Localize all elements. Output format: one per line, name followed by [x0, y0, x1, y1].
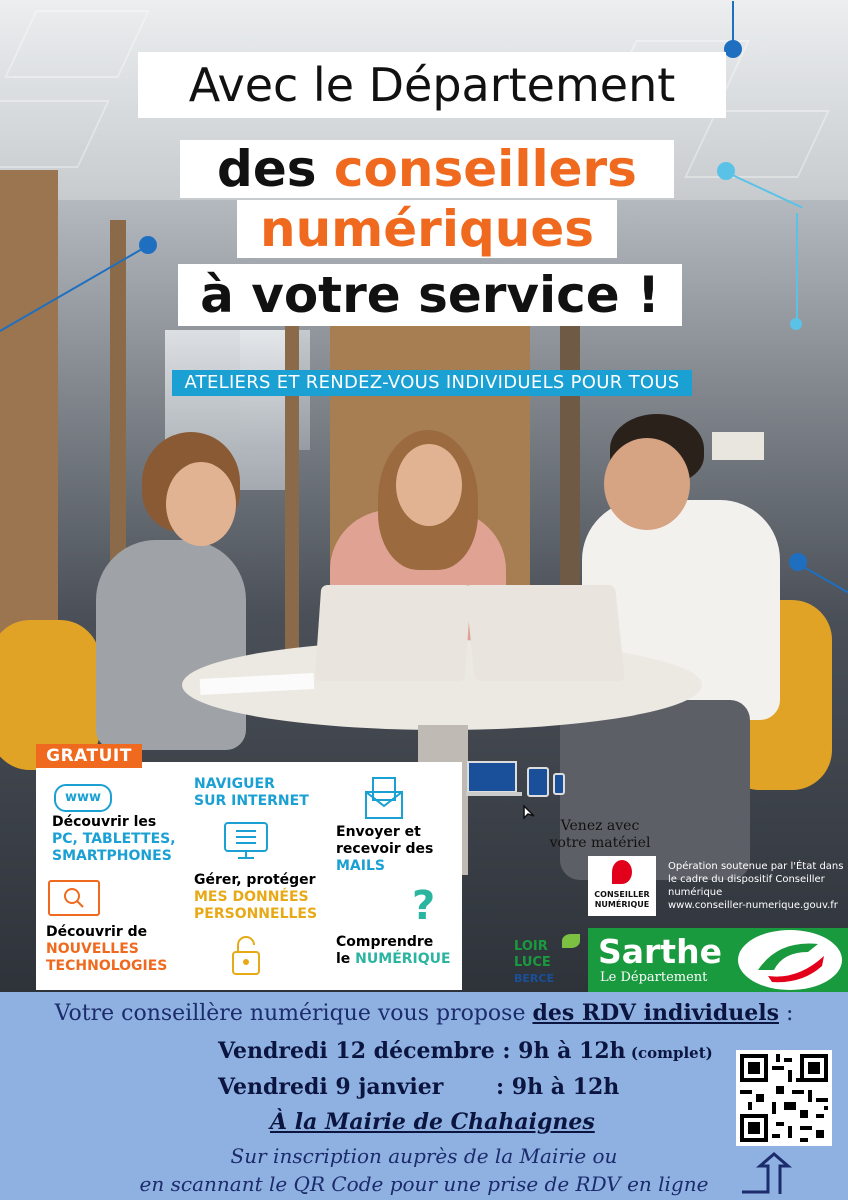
intro-line: [0, 1000, 848, 1026]
www-icon-text: www: [64, 790, 102, 805]
discover-tech-1: Découvrir de: [46, 924, 148, 940]
date-2-text: Vendredi 9 janvier: [218, 1074, 444, 1100]
manage-data-1: Gérer, protéger: [194, 872, 316, 888]
loir-text: LOIR: [514, 939, 548, 954]
berce-text: BERCE: [514, 972, 554, 985]
www-icon: [54, 784, 112, 812]
laptop: [465, 585, 625, 681]
discover-devices-3: SMARTPHONES: [52, 848, 172, 864]
title-line-2: [180, 140, 674, 198]
title-line-3: numériques: [237, 200, 617, 258]
mail-icon: [364, 776, 404, 820]
qr-code[interactable]: [736, 1050, 832, 1146]
send-mail: [336, 824, 433, 875]
light-switch: [712, 432, 764, 460]
date-2: [218, 1074, 620, 1100]
title-line-1: Avec le Département: [138, 52, 726, 118]
discover-tech: [46, 924, 167, 975]
state-support-3: numérique: [668, 887, 723, 898]
date-1-note: (complet): [625, 1044, 713, 1062]
sarthe-logo: [588, 928, 848, 992]
sarthe-departement: Le Département: [600, 970, 708, 985]
cn-logo-1: CONSEILLER: [594, 890, 650, 899]
arrow-up-icon: [738, 1152, 798, 1196]
leaf-icon: [562, 934, 580, 948]
discover-devices-1: Découvrir les: [52, 814, 157, 830]
wood-pillar: [560, 300, 580, 630]
workshops-banner: ATELIERS ET RENDEZ-VOUS INDIVIDUELS POUR TOUS: [172, 370, 692, 396]
services-box: [36, 762, 462, 990]
cn-logo-2: NUMÉRIQUE: [594, 900, 650, 909]
conseiller-numerique-logo: [588, 856, 656, 916]
deco-dot: [790, 318, 802, 330]
padlock-icon: [230, 934, 262, 978]
discover-devices-2: PC, TABLETTES,: [52, 831, 176, 847]
checklist-monitor-icon: [224, 822, 268, 854]
date-1-text: Vendredi 12 décembre : 9h à 12h: [218, 1038, 626, 1064]
understand-digital-1: Comprendre: [336, 934, 434, 950]
person-left-head: [166, 462, 236, 546]
wood-wall: [0, 170, 58, 650]
title-line-2b: conseillers: [333, 140, 637, 198]
understand-digital-2: le: [336, 951, 356, 967]
understand-digital-3: NUMÉRIQUE: [355, 951, 451, 967]
question-mark-icon: ?: [412, 883, 436, 929]
intro-text: Votre conseillère numérique vous propose: [54, 1001, 533, 1026]
devices-icon: [466, 760, 576, 810]
person-right-legs: [560, 700, 750, 880]
browse-internet-2: SUR INTERNET: [194, 793, 309, 809]
deco-dot: [724, 40, 742, 58]
understand-digital: [336, 934, 451, 968]
manage-data-2: MES DONNÉES: [194, 889, 309, 905]
loir-luce-berce-logo: [512, 934, 584, 990]
date-1: [218, 1038, 713, 1064]
state-support-2: le cadre du dispositif Conseiller: [668, 874, 825, 885]
title-line-2a: des: [217, 140, 334, 198]
discover-tech-3: TECHNOLOGIES: [46, 958, 168, 974]
state-support-1: Opération soutenue par l'État dans: [668, 861, 844, 872]
registration-line-2: en scannant le QR Code pour une prise de RDV en ligne: [139, 1172, 709, 1196]
deco-dot: [717, 162, 735, 180]
registration-line-1: Sur inscription auprès de la Mairie ou: [230, 1144, 618, 1168]
send-mail-2: recevoir des: [336, 841, 434, 857]
location: À la Mairie de Chahaignes: [270, 1109, 595, 1135]
person-left-body: [96, 540, 246, 750]
bring-device-note: [540, 818, 660, 852]
bring-device-1: Venez avec: [560, 818, 640, 834]
browse-internet: [194, 776, 309, 810]
sarthe-emblem-icon: [738, 930, 842, 990]
title-line-4: à votre service !: [178, 264, 682, 326]
discover-tech-2: NOUVELLES: [46, 941, 139, 957]
laptop: [315, 585, 472, 681]
date-2-time: : 9h à 12h: [496, 1074, 620, 1100]
browse-internet-1: NAVIGUER: [194, 776, 275, 792]
free-badge: GRATUIT: [36, 744, 142, 768]
discover-devices: [52, 814, 176, 865]
luce-text: LUCE: [514, 955, 551, 970]
location-pin-icon: [612, 860, 632, 884]
state-support-text: [668, 860, 844, 912]
wood-pillar: [285, 300, 299, 650]
sarthe-name: Sarthe: [598, 932, 722, 971]
person-center-head: [396, 444, 462, 526]
manage-data: [194, 872, 317, 923]
person-right-head: [604, 438, 690, 530]
deco-dot: [139, 236, 157, 254]
intro-rdv: des RDV individuels: [532, 1000, 779, 1026]
state-support-url: www.conseiller-numerique.gouv.fr: [668, 900, 838, 911]
intro-end: :: [778, 1001, 794, 1026]
send-mail-1: Envoyer et: [336, 824, 421, 840]
bring-device-2: votre matériel: [549, 835, 651, 851]
screen-search-icon: [48, 880, 100, 916]
deco-line: [796, 213, 798, 325]
deco-dot: [789, 553, 807, 571]
send-mail-3: MAILS: [336, 858, 385, 874]
manage-data-3: PERSONNELLES: [194, 906, 318, 922]
